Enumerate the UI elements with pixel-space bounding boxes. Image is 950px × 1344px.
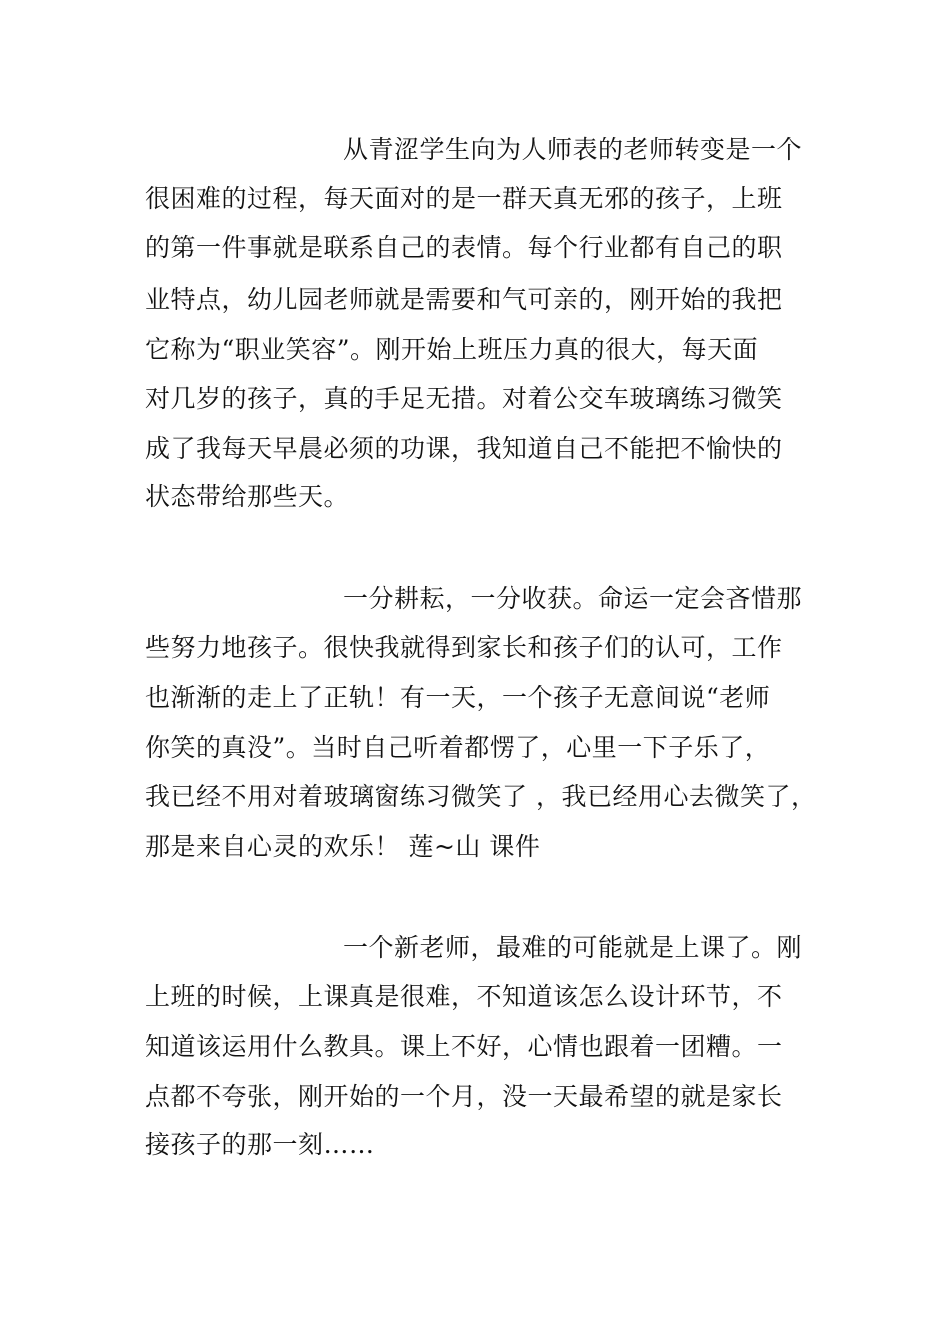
paragraph-line: 从青涩学生向为人师表的老师转变是一个 bbox=[343, 135, 803, 164]
paragraph-line: 些努力地孩子。很快我就得到家长和孩子们的认可，工作 bbox=[145, 633, 783, 662]
paragraph-line: 一个新老师，最难的可能就是上课了。刚 bbox=[343, 933, 803, 962]
paragraph-line: 知道该运用什么教具。课上不好，心情也跟着一团糟。一 bbox=[145, 1032, 783, 1061]
paragraph-line: 接孩子的那一刻…… bbox=[145, 1130, 375, 1159]
paragraph-line: 成了我每天早晨必须的功课，我知道自己不能把不愉快的 bbox=[145, 434, 783, 463]
paragraph-line: 一分耕耘，一分收获。命运一定会吝惜那 bbox=[343, 584, 803, 613]
paragraph-line: 它称为“职业笑容”。刚开始上班压力真的很大，每天面 bbox=[145, 335, 759, 364]
paragraph-line: 那是来自心灵的欢乐！ 莲~山 课件 bbox=[145, 832, 541, 861]
paragraph-line: 上班的时候，上课真是很难，不知道该怎么设计环节，不 bbox=[145, 982, 783, 1011]
paragraph-line: 很困难的过程，每天面对的是一群天真无邪的孩子，上班 bbox=[145, 184, 783, 213]
paragraph-line: 对几岁的孩子，真的手足无措。对着公交车玻璃练习微笑 bbox=[145, 384, 783, 413]
paragraph-line: 业特点，幼儿园老师就是需要和气可亲的，刚开始的我把 bbox=[145, 285, 783, 314]
paragraph-line: 你笑的真没”。当时自己听着都愣了，心里一下子乐了， bbox=[145, 733, 771, 762]
paragraph-line: 也渐渐的走上了正轨！有一天，一个孩子无意间说“老师 bbox=[145, 683, 771, 712]
paragraph-line: 我已经不用对着玻璃窗练习微笑了 ，我已经用心去微笑了， bbox=[145, 782, 817, 811]
paragraph-line: 点都不夸张，刚开始的一个月，没一天最希望的就是家长 bbox=[145, 1082, 783, 1111]
paragraph-line: 状态带给那些天。 bbox=[145, 482, 350, 511]
paragraph-line: 的第一件事就是联系自己的表情。每个行业都有自己的职 bbox=[145, 233, 783, 262]
